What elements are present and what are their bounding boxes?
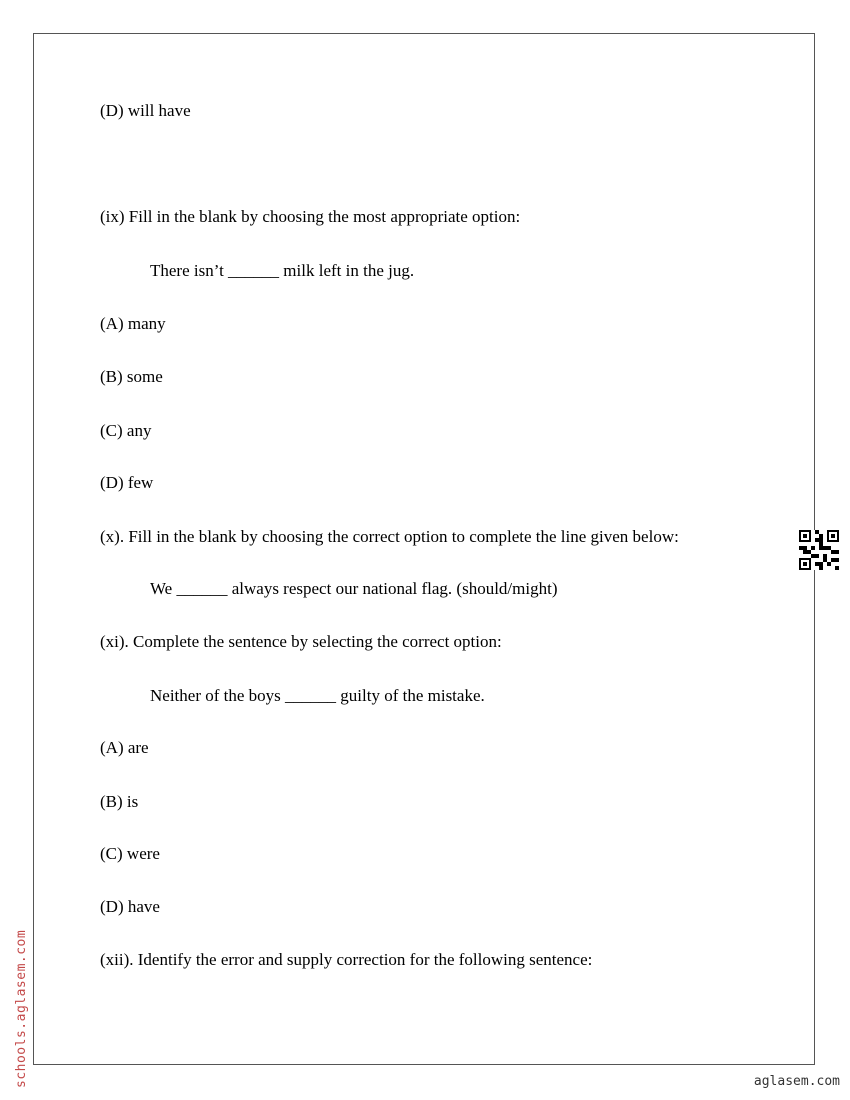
side-watermark: schools.aglasem.com (14, 929, 29, 1088)
question-9-option-d: (D) few (100, 473, 154, 492)
qr-code-icon (799, 530, 839, 570)
question-11-option-b: (B) is (100, 792, 139, 811)
question-8-option-d: (D) will have (100, 101, 191, 120)
question-9-option-a: (A) many (100, 314, 166, 333)
question-11-option-d: (D) have (100, 897, 160, 916)
question-9-option-c: (C) any (100, 421, 152, 440)
question-12-prompt: (xii). Identify the error and supply correction for the following sentence: (100, 950, 593, 969)
question-9-sentence: There isn’t ______ milk left in the jug. (150, 261, 415, 280)
question-10-sentence: We ______ always respect our national flag. (should/might) (150, 579, 558, 598)
question-9-option-b: (B) some (100, 367, 163, 386)
question-11-sentence: Neither of the boys ______ guilty of the mistake. (150, 686, 485, 705)
question-11-option-a: (A) are (100, 738, 149, 757)
question-11-prompt: (xi). Complete the sentence by selecting the correct option: (100, 632, 502, 651)
question-11-option-c: (C) were (100, 844, 160, 863)
footer-watermark: aglasem.com (753, 1074, 840, 1089)
question-9-prompt: (ix) Fill in the blank by choosing the most appropriate option: (100, 207, 521, 226)
question-10-prompt: (x). Fill in the blank by choosing the correct option to complete the line given below: (100, 527, 679, 546)
